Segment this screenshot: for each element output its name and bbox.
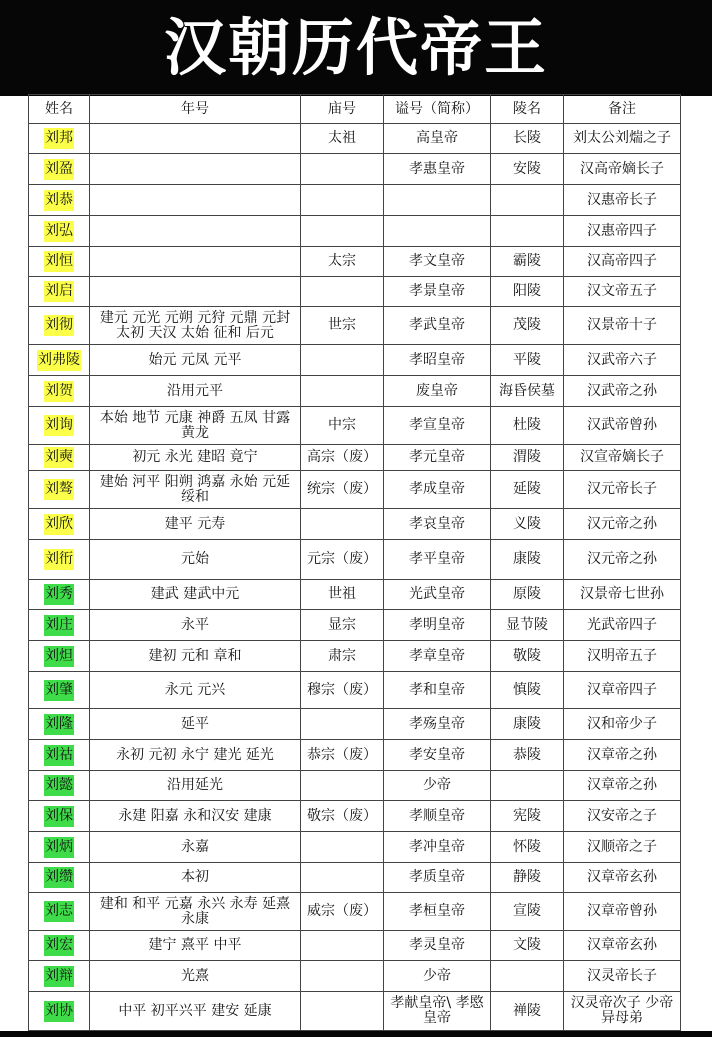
posthumous-name-cell: 高皇帝 bbox=[384, 124, 491, 154]
temple-name-cell: 中宗 bbox=[301, 407, 384, 445]
posthumous-name-cell: 孝安皇帝 bbox=[384, 740, 491, 771]
note-cell: 汉元帝之孙 bbox=[564, 509, 681, 540]
temple-name-cell bbox=[301, 216, 384, 247]
era-cell: 建武 建武中元 bbox=[90, 580, 301, 610]
header-name: 姓名 bbox=[29, 95, 90, 124]
emperor-name-highlight: 刘秀 bbox=[44, 584, 74, 605]
note-cell: 汉武帝之孙 bbox=[564, 376, 681, 407]
temple-name-cell: 元宗（废） bbox=[301, 540, 384, 580]
name-cell bbox=[29, 771, 90, 801]
era-cell: 沿用延光 bbox=[90, 771, 301, 801]
temple-name-cell: 敬宗（废） bbox=[301, 801, 384, 832]
tomb-cell: 延陵 bbox=[491, 471, 564, 509]
temple-name-cell: 太宗 bbox=[301, 247, 384, 277]
era-cell: 永平 bbox=[90, 610, 301, 641]
temple-name-cell: 高宗（废） bbox=[301, 445, 384, 471]
table-row bbox=[29, 185, 681, 216]
tomb-cell: 静陵 bbox=[491, 863, 564, 893]
tomb-cell: 恭陵 bbox=[491, 740, 564, 771]
posthumous-name-cell: 孝昭皇帝 bbox=[384, 345, 491, 376]
name-cell bbox=[29, 893, 90, 931]
emperor-table-container bbox=[28, 94, 680, 1031]
tomb-cell: 海昏侯墓 bbox=[491, 376, 564, 407]
emperor-name-highlight: 刘炳 bbox=[44, 837, 74, 858]
tomb-cell: 宣陵 bbox=[491, 893, 564, 931]
note-cell: 汉高帝嫡长子 bbox=[564, 154, 681, 185]
tomb-cell: 文陵 bbox=[491, 931, 564, 961]
note-cell: 汉章帝之孙 bbox=[564, 740, 681, 771]
tomb-cell bbox=[491, 771, 564, 801]
emperor-name-highlight: 刘懿 bbox=[44, 775, 74, 796]
posthumous-name-cell: 少帝 bbox=[384, 771, 491, 801]
name-cell bbox=[29, 672, 90, 709]
name-cell bbox=[29, 124, 90, 154]
emperor-name-highlight: 刘衎 bbox=[44, 549, 74, 570]
posthumous-name-cell: 孝成皇帝 bbox=[384, 471, 491, 509]
note-cell: 汉景帝七世孙 bbox=[564, 580, 681, 610]
name-cell bbox=[29, 407, 90, 445]
table-row bbox=[29, 407, 681, 445]
note-cell: 汉章帝玄孙 bbox=[564, 863, 681, 893]
note-cell: 汉武帝曾孙 bbox=[564, 407, 681, 445]
tomb-cell: 原陵 bbox=[491, 580, 564, 610]
emperor-name-highlight: 刘彻 bbox=[44, 315, 74, 336]
table-row bbox=[29, 580, 681, 610]
name-cell bbox=[29, 185, 90, 216]
posthumous-name-cell: 孝冲皇帝 bbox=[384, 832, 491, 863]
posthumous-name-cell: 孝宣皇帝 bbox=[384, 407, 491, 445]
table-row bbox=[29, 893, 681, 931]
tomb-cell: 显节陵 bbox=[491, 610, 564, 641]
era-cell bbox=[90, 216, 301, 247]
note-cell: 汉和帝少子 bbox=[564, 709, 681, 740]
emperor-table bbox=[28, 94, 681, 1031]
emperor-name-highlight: 刘肇 bbox=[44, 680, 74, 701]
emperor-name-highlight: 刘贺 bbox=[44, 381, 74, 402]
table-row bbox=[29, 672, 681, 709]
name-cell bbox=[29, 216, 90, 247]
era-cell: 本始 地节 元康 神爵 五凤 甘露 黄龙 bbox=[90, 407, 301, 445]
posthumous-name-cell: 孝献皇帝\ 孝愍皇帝 bbox=[384, 992, 491, 1031]
temple-name-cell: 威宗（废） bbox=[301, 893, 384, 931]
name-cell bbox=[29, 992, 90, 1031]
table-row bbox=[29, 216, 681, 247]
tomb-cell: 霸陵 bbox=[491, 247, 564, 277]
emperor-name-highlight: 刘盈 bbox=[44, 159, 74, 180]
temple-name-cell bbox=[301, 277, 384, 307]
posthumous-name-cell: 孝和皇帝 bbox=[384, 672, 491, 709]
page-title: 汉朝历代帝王 bbox=[163, 11, 548, 84]
posthumous-name-cell: 少帝 bbox=[384, 961, 491, 992]
table-row bbox=[29, 610, 681, 641]
name-cell bbox=[29, 540, 90, 580]
temple-name-cell bbox=[301, 961, 384, 992]
table-row bbox=[29, 124, 681, 154]
name-cell bbox=[29, 580, 90, 610]
header-row bbox=[29, 95, 681, 124]
tomb-cell: 渭陵 bbox=[491, 445, 564, 471]
era-cell bbox=[90, 124, 301, 154]
emperor-name-highlight: 刘邦 bbox=[44, 128, 74, 149]
temple-name-cell bbox=[301, 345, 384, 376]
posthumous-name-cell: 废皇帝 bbox=[384, 376, 491, 407]
posthumous-name-cell: 孝顺皇帝 bbox=[384, 801, 491, 832]
note-cell: 汉安帝之子 bbox=[564, 801, 681, 832]
tomb-cell: 长陵 bbox=[491, 124, 564, 154]
temple-name-cell bbox=[301, 154, 384, 185]
emperor-name-highlight: 刘恭 bbox=[44, 190, 74, 211]
table-row bbox=[29, 307, 681, 345]
era-cell: 永嘉 bbox=[90, 832, 301, 863]
table-row bbox=[29, 376, 681, 407]
emperor-name-highlight: 刘询 bbox=[44, 415, 74, 436]
era-cell: 初元 永光 建昭 竟宁 bbox=[90, 445, 301, 471]
tomb-cell: 宪陵 bbox=[491, 801, 564, 832]
posthumous-name-cell: 孝质皇帝 bbox=[384, 863, 491, 893]
era-cell: 建始 河平 阳朔 鸿嘉 永始 元延 绥和 bbox=[90, 471, 301, 509]
temple-name-cell: 恭宗（废） bbox=[301, 740, 384, 771]
note-cell: 汉顺帝之子 bbox=[564, 832, 681, 863]
emperor-name-highlight: 刘祜 bbox=[44, 745, 74, 766]
table-row bbox=[29, 277, 681, 307]
note-cell: 汉章帝四子 bbox=[564, 672, 681, 709]
era-cell: 永建 阳嘉 永和汉安 建康 bbox=[90, 801, 301, 832]
posthumous-name-cell: 孝惠皇帝 bbox=[384, 154, 491, 185]
note-cell: 汉惠帝长子 bbox=[564, 185, 681, 216]
era-cell: 永初 元初 永宁 建光 延光 bbox=[90, 740, 301, 771]
table-row bbox=[29, 771, 681, 801]
emperor-name-highlight: 刘宏 bbox=[44, 935, 74, 956]
emperor-name-highlight: 刘弘 bbox=[44, 221, 74, 242]
note-cell: 汉章帝曾孙 bbox=[564, 893, 681, 931]
era-cell: 永元 元兴 bbox=[90, 672, 301, 709]
posthumous-name-cell: 孝武皇帝 bbox=[384, 307, 491, 345]
temple-name-cell: 统宗（废） bbox=[301, 471, 384, 509]
emperor-name-highlight: 刘炟 bbox=[44, 646, 74, 667]
table-row bbox=[29, 345, 681, 376]
note-cell: 汉章帝之孙 bbox=[564, 771, 681, 801]
temple-name-cell: 世祖 bbox=[301, 580, 384, 610]
tomb-cell: 阳陵 bbox=[491, 277, 564, 307]
name-cell bbox=[29, 471, 90, 509]
table-row bbox=[29, 445, 681, 471]
tomb-cell bbox=[491, 216, 564, 247]
name-cell bbox=[29, 445, 90, 471]
era-cell: 光熹 bbox=[90, 961, 301, 992]
note-cell: 汉文帝五子 bbox=[564, 277, 681, 307]
note-cell: 光武帝四子 bbox=[564, 610, 681, 641]
era-cell bbox=[90, 185, 301, 216]
posthumous-name-cell: 孝章皇帝 bbox=[384, 641, 491, 672]
emperor-name-highlight: 刘启 bbox=[44, 281, 74, 302]
posthumous-name-cell: 孝景皇帝 bbox=[384, 277, 491, 307]
posthumous-name-cell: 孝明皇帝 bbox=[384, 610, 491, 641]
posthumous-name-cell: 孝灵皇帝 bbox=[384, 931, 491, 961]
posthumous-name-cell: 孝元皇帝 bbox=[384, 445, 491, 471]
era-cell: 本初 bbox=[90, 863, 301, 893]
posthumous-name-cell bbox=[384, 216, 491, 247]
tomb-cell: 禅陵 bbox=[491, 992, 564, 1031]
name-cell bbox=[29, 832, 90, 863]
name-cell bbox=[29, 345, 90, 376]
table-row bbox=[29, 154, 681, 185]
name-cell bbox=[29, 610, 90, 641]
temple-name-cell: 显宗 bbox=[301, 610, 384, 641]
era-cell bbox=[90, 277, 301, 307]
temple-name-cell: 穆宗（废） bbox=[301, 672, 384, 709]
table-row bbox=[29, 509, 681, 540]
table-row bbox=[29, 832, 681, 863]
table-row bbox=[29, 740, 681, 771]
tomb-cell: 慎陵 bbox=[491, 672, 564, 709]
era-cell: 建和 和平 元嘉 永兴 永寿 延熹 永康 bbox=[90, 893, 301, 931]
table-body bbox=[29, 124, 681, 1031]
era-cell bbox=[90, 154, 301, 185]
temple-name-cell bbox=[301, 709, 384, 740]
posthumous-name-cell: 孝桓皇帝 bbox=[384, 893, 491, 931]
note-cell: 汉宣帝嫡长子 bbox=[564, 445, 681, 471]
table-row bbox=[29, 801, 681, 832]
bottom-edge bbox=[0, 1031, 712, 1037]
emperor-name-highlight: 刘协 bbox=[44, 1001, 74, 1022]
name-cell bbox=[29, 709, 90, 740]
temple-name-cell bbox=[301, 771, 384, 801]
era-cell: 建宁 熹平 中平 bbox=[90, 931, 301, 961]
era-cell: 延平 bbox=[90, 709, 301, 740]
note-cell: 汉元帝长子 bbox=[564, 471, 681, 509]
emperor-name-highlight: 刘志 bbox=[44, 901, 74, 922]
name-cell bbox=[29, 740, 90, 771]
title-banner bbox=[0, 0, 712, 96]
emperor-name-highlight: 刘隆 bbox=[44, 714, 74, 735]
name-cell bbox=[29, 801, 90, 832]
tomb-cell: 康陵 bbox=[491, 540, 564, 580]
header-posthumous: 谥号（简称） bbox=[384, 95, 491, 124]
emperor-name-highlight: 刘奭 bbox=[44, 447, 74, 468]
tomb-cell: 义陵 bbox=[491, 509, 564, 540]
note-cell: 汉元帝之孙 bbox=[564, 540, 681, 580]
temple-name-cell: 世宗 bbox=[301, 307, 384, 345]
table-row bbox=[29, 709, 681, 740]
name-cell bbox=[29, 154, 90, 185]
note-cell: 汉高帝四子 bbox=[564, 247, 681, 277]
temple-name-cell bbox=[301, 863, 384, 893]
emperor-name-highlight: 刘欣 bbox=[44, 514, 74, 535]
emperor-name-highlight: 刘庄 bbox=[44, 615, 74, 636]
era-cell: 始元 元凤 元平 bbox=[90, 345, 301, 376]
note-cell: 汉惠帝四子 bbox=[564, 216, 681, 247]
era-cell: 元始 bbox=[90, 540, 301, 580]
temple-name-cell bbox=[301, 185, 384, 216]
name-cell bbox=[29, 247, 90, 277]
emperor-name-highlight: 刘弗陵 bbox=[37, 350, 81, 371]
header-note: 备注 bbox=[564, 95, 681, 124]
table-row bbox=[29, 247, 681, 277]
header-temple: 庙号 bbox=[301, 95, 384, 124]
name-cell bbox=[29, 307, 90, 345]
posthumous-name-cell: 孝殇皇帝 bbox=[384, 709, 491, 740]
name-cell bbox=[29, 509, 90, 540]
temple-name-cell: 肃宗 bbox=[301, 641, 384, 672]
era-cell: 建初 元和 章和 bbox=[90, 641, 301, 672]
posthumous-name-cell: 孝哀皇帝 bbox=[384, 509, 491, 540]
tomb-cell bbox=[491, 961, 564, 992]
name-cell bbox=[29, 931, 90, 961]
note-cell: 刘太公刘煓之子 bbox=[564, 124, 681, 154]
table-row bbox=[29, 863, 681, 893]
tomb-cell: 平陵 bbox=[491, 345, 564, 376]
temple-name-cell bbox=[301, 376, 384, 407]
era-cell: 沿用元平 bbox=[90, 376, 301, 407]
emperor-name-highlight: 刘骜 bbox=[44, 479, 74, 500]
temple-name-cell bbox=[301, 931, 384, 961]
table-row bbox=[29, 471, 681, 509]
note-cell: 汉灵帝长子 bbox=[564, 961, 681, 992]
name-cell bbox=[29, 277, 90, 307]
table-row bbox=[29, 931, 681, 961]
name-cell bbox=[29, 641, 90, 672]
name-cell bbox=[29, 863, 90, 893]
name-cell bbox=[29, 961, 90, 992]
emperor-name-highlight: 刘保 bbox=[44, 806, 74, 827]
temple-name-cell bbox=[301, 832, 384, 863]
temple-name-cell bbox=[301, 992, 384, 1031]
emperor-name-highlight: 刘缵 bbox=[44, 867, 74, 888]
era-cell: 中平 初平兴平 建安 延康 bbox=[90, 992, 301, 1031]
emperor-name-highlight: 刘辩 bbox=[44, 966, 74, 987]
tomb-cell: 安陵 bbox=[491, 154, 564, 185]
header-era: 年号 bbox=[90, 95, 301, 124]
note-cell: 汉景帝十子 bbox=[564, 307, 681, 345]
name-cell bbox=[29, 376, 90, 407]
tomb-cell: 怀陵 bbox=[491, 832, 564, 863]
tomb-cell bbox=[491, 185, 564, 216]
emperor-name-highlight: 刘恒 bbox=[44, 251, 74, 272]
temple-name-cell bbox=[301, 509, 384, 540]
tomb-cell: 杜陵 bbox=[491, 407, 564, 445]
note-cell: 汉章帝玄孙 bbox=[564, 931, 681, 961]
temple-name-cell: 太祖 bbox=[301, 124, 384, 154]
note-cell: 汉明帝五子 bbox=[564, 641, 681, 672]
era-cell bbox=[90, 247, 301, 277]
table-row bbox=[29, 961, 681, 992]
era-cell: 建元 元光 元朔 元狩 元鼎 元封 太初 天汉 太始 征和 后元 bbox=[90, 307, 301, 345]
table-row bbox=[29, 992, 681, 1031]
era-cell: 建平 元寿 bbox=[90, 509, 301, 540]
posthumous-name-cell: 孝文皇帝 bbox=[384, 247, 491, 277]
posthumous-name-cell bbox=[384, 185, 491, 216]
table-row bbox=[29, 641, 681, 672]
tomb-cell: 茂陵 bbox=[491, 307, 564, 345]
note-cell: 汉武帝六子 bbox=[564, 345, 681, 376]
posthumous-name-cell: 光武皇帝 bbox=[384, 580, 491, 610]
tomb-cell: 康陵 bbox=[491, 709, 564, 740]
note-cell: 汉灵帝次子 少帝异母弟 bbox=[564, 992, 681, 1031]
table-row bbox=[29, 540, 681, 580]
posthumous-name-cell: 孝平皇帝 bbox=[384, 540, 491, 580]
header-tomb: 陵名 bbox=[491, 95, 564, 124]
tomb-cell: 敬陵 bbox=[491, 641, 564, 672]
